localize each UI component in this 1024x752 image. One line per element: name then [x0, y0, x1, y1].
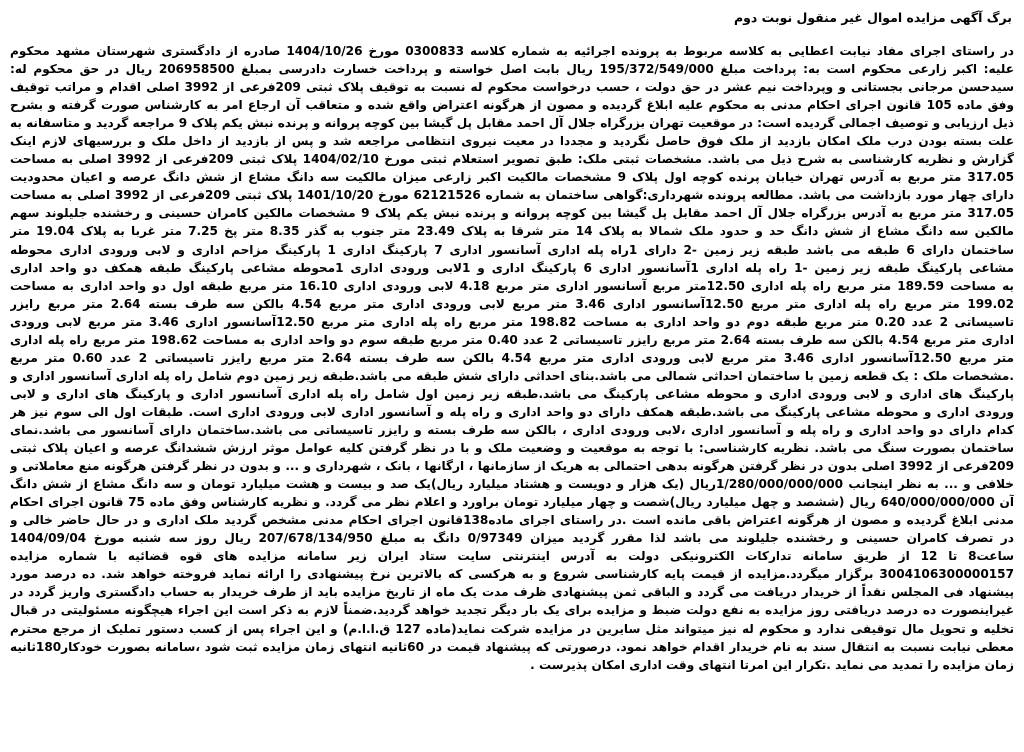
body-line: 317.05 متر مربع به آدرس تهران خیابان پرنده کوچه اول پلاک 9 مشخصات مالکیت اکبر زارعی میزان مالکیت سه دانگ مشاع از شش دانگ عرصه و اعیان محدودیت [10, 170, 1014, 185]
body-line: به مساحت 189.59 متر مربع راه پله اداری 12.50متر مربع آسانسور اداری متر مربع 4.18 لابی ورودی اداری 16.10 متر مربع طبقه اول دو واحد اداری به مساحت [10, 278, 1014, 293]
body-line: در تصرف کامران حسینی و رخشنده جلیلوند می باشد لذا مقرر گردید میزان 0/97349 دانگ به مبلغ 207/678/134/950 ریال روز سه شنبه مورخ 1404/09/04 [10, 531, 1014, 546]
body-line: 317.05 متر مربع به آدرس بزرگراه جلال آل احمد مقابل پل گیشا بین کوچه پروانه و پرنده نبش یکم پلاک 9 مشخصات مالکین کامران حسینی و رخشنده جلیلوند سهم [10, 206, 1014, 221]
body-line: ساختمان دارای 6 طبقه می باشد طبقه زیر زمین -2 دارای 1راه پله اداری آسانسور اداری 7 پارکینگ اداری 1 پارکینگ مزاحم اداری و لابی ورودی اداری محوطه [10, 242, 1014, 257]
body-line: ذیل ارزیابی و توصیف اجمالی گردیده است: در موقعیت تهران بزرگراه جلال آل احمد مقابل پل گیشا بین کوچه پروانه و پرنده نبش یکم پلاک 9 مراجعه گردید و متاسفانه به [10, 116, 1014, 131]
body-line: مشاعی پارکینگ طبقه زیر زمین -1 راه پله اداری 1آسانسور اداری 6 پارکینگ اداری و 1لابی ورودی اداری 1محوطه مشاعی پارکینگ طبقه همکف دو واحد اداری [10, 260, 1014, 275]
body-line: علیه: اکبر زارعی محکوم است به: پرداخت مبلغ 195/372/549/000 ریال بابت اصل خواسته و پرداخت خسارت دادرسی بمبلغ 206958500 ریال در حق محکوم له: [10, 62, 1014, 77]
body-line: تاسیساتی 2 عدد 0.20 متر مربع طبقه دوم دو واحد اداری به مساحت 198.82 متر مربع راه پله اداری متر مربع 12.50آسانسور اداری 3.46 متر مربع لابی ورودی [10, 314, 1014, 329]
body-line: اداری متر مربع 4.54 بالکن سه طرف بسته 2.64 متر مربع رایزر تاسیساتی 2 عدد 0.40 متر مربع طبقه سوم دو واحد اداری به مساحت 198.62 متر مربع راه پله اداری [10, 332, 1014, 347]
body-line: تخلیه و تحویل مال توقیفی ندارد و محکوم له نیز میتواند مثل سایرین در مزایده شرکت نماید(ماده 127 ق.ا.ا.م) و این اجراء پس از کسب دستور تملیک از مرجع محترم [10, 621, 1014, 636]
body-line: سیدحسن مرجانی بجستانی و وپرداخت نیم عشر در حق دولت ، حسب درخواست محکوم له نسبت به توقیف پلاک ثبتی 209فرعی از 3992 اصلی اقدام و مراتب توقیف [10, 80, 1014, 95]
body-line-last: زمان مزایده را تمدید می نماید .تکرار این امرتا انتهای وقت اداری امکان پذیرست . [530, 657, 1014, 672]
body-line: در راستای اجرای مفاد نیابت اعطایی به کلاسه مربوط به پرونده اجرائیه به شماره کلاسه 0300833 مورخ 1404/10/26 صادره از دادگستری شهرستان مشهد محکوم [10, 44, 1014, 58]
body-line: پارکینگ های اداری و لابی ورودی اداری و محوطه مشاعی پارکینگ می باشد.طبقه زیر زمین اول شامل راه پله اداری آسانسور اداری و پارکینگ های اداری و لابی [10, 386, 1014, 401]
body-line: علت بسته بودن درب ملک امکان بازدید از ملک فوق حاصل نگردید و مجددا در معیت نیروی انتظامی مراجعه شد و پس از بازدید از داخل ملک و بررسیهای لازم اینک [10, 134, 1014, 149]
body-line: ورودی اداری و محوطه مشاعی پارکینگ می باشد.طبقه همکف دارای دو واحد اداری و راه پله و آسانسور اداری لابی ورودی اداری است. طبقات اول الی سوم نیز هر [10, 404, 1014, 419]
body-line: متر مربع 12.50آسانسور اداری 3.46 متر مربع لابی ورودی اداری متر مربع 4.54 بالکن سه طرف بسته 2.64 متر مربع رایزر تاسیساتی 2 عدد 0.60 متر مربع [10, 350, 1014, 365]
body-line: 199.02 متر مربع راه پله اداری متر مربع 12.50آسانسور اداری 3.46 متر مربع لابی ورودی اداری متر مربع 4.54 بالکن سه طرف بسته 2.64 متر مربع رایزر [10, 296, 1014, 311]
body-line: ساختمان بصورت سنگ می باشد. نظریه کارشناسی: با توجه به موقعیت و وضعیت ملک و با در نظر گرفتن کلیه عوامل موثر ارزش ششدانگ عرصه و اعیان پلاک ثبتی [10, 441, 1014, 456]
body-line: 3004106300000157 برگزار میگردد.مزایده از قیمت پایه کارشناسی شروع و به هرکسی که بالاترین نرخ پیشنهادی را ارائه نماید فروخته خواهد شد. ده درصد مورد [10, 567, 1014, 582]
body-line: مالکین سه دانگ مشاع از شش دانگ حد و حدود ملک شمالا به پلاک 14 متر شرقا به پلاک 23.49 متر جنوب به گذر 8.35 متر پخ 7.25 متر غربا به پلاک 19.04 متر [10, 224, 1014, 239]
body-line: گزارش و نظریه کارشناسی به شرح ذیل می باشد. مشخصات ثبتی ملک: طبق تصویر استعلام ثبتی مورخ 1404/02/10 پلاک ثبتی 209فرعی از 3992 اصلی به مساحت [10, 152, 1014, 167]
body-line: کدام دارای دو واحد اداری و راه پله و آسانسور اداری ،لابی ورودی اداری ، بالکن سه طرف بسته و رایزر تاسیساتی می باشد.ساختمان دارای آسانسور می باشد.نمای [10, 422, 1014, 437]
body-line: .مشخصات ملک : یک قطعه زمین با ساختمان احداثی شمالی می باشد.بنای احداثی دارای شش طبقه می باشد.طبقه زیر زمین دوم شامل راه پله اداری آسانسور اداری و [10, 368, 1014, 383]
document-body [10, 42, 1014, 674]
body-line: غیراینصورت ده درصد دریافتی روز مزایده به نفع دولت ضبط و مزایده برای یک بار دیگر تجدید خواهد گردید.ضمناً لازم به ذکر است این اجراء هیچگونه مسئولیتی در قبال [10, 603, 1014, 618]
body-line: آن 640/000/000/000 ریال (ششصد و چهل میلیارد ریال)شصت و چهار میلیارد تومان براورد و اعلام نظر می گردد. و نظریه کارشناس وفق ماده 75 قانون اجرای احکام [10, 495, 1014, 510]
body-line: پیشنهاد فی المجلس نقداً از خریدار دریافت می گردد و الباقی ثمن پیشنهادی ظرف مدت یک ماه از تاریخ مزایده باید از طرف خریدار به حساب دادگستری واریز گردد در [10, 585, 1014, 600]
body-line: دارای چهار مورد بازداشت می باشد. مطالعه پرونده شهرداری:گواهی ساختمان به شماره 62121526 مورخ 1401/10/20 پلاک ثبتی 209فرعی از 3992 اصلی به مساحت [10, 188, 1014, 203]
body-line: 209فرعی از 3992 اصلی بدون در نظر گرفتن هرگونه بدهی احتمالی به هریک از سازمانها ، ارگانها ، بانک ، شهرداری و ... و بدون در نظر گرفتن هرگونه منع معاملاتی و [10, 459, 1014, 474]
body-line: مدنی ابلاغ گردیده و مصون از هرگونه اعتراض باقی مانده است .در راستای اجرای ماده138قانون اجرای احکام مدنی مشخص گردید ملک اداری و در حال حاضر خالی و [10, 513, 1014, 528]
body-line: خلافی و ... به نظر اینجانب 1/280/000/000/000ریال (یک هزار و دویست و هشتاد میلیارد ریال)یک صد و بیست و هشت میلیارد تومان و سه دانگ مشاع از شش دانگ [10, 477, 1014, 492]
body-line: معطی نیابت نسبت به انتقال سند به نام خریدار اقدام خواهد نمود. درصورتی که پیشنهاد قیمت در 60ثانیه انتهای زمان مزایده ثبت شود ،سامانه بصورت خودکار180ثانیه [10, 639, 1014, 654]
document-title: برگ آگهی مزایده اموال غیر منقول نوبت دوم [733, 10, 1012, 25]
body-line: وفق ماده 105 قانون اجرای احکام مدنی به محکوم علیه ابلاغ گردیده و مصون از هرگونه اعتراض واقع شده و متعاقب آن ارجاع امر به کارشناس صورت گرفته و بشرح [10, 98, 1014, 113]
body-line: ساعت8 تا 12 از طریق سامانه تدارکات الکترونیکی دولت به آدرس اینترنتی سایت ستاد ایران زیر سامانه مزایده های قوه قضائیه با شماره مزایده [10, 549, 1014, 564]
